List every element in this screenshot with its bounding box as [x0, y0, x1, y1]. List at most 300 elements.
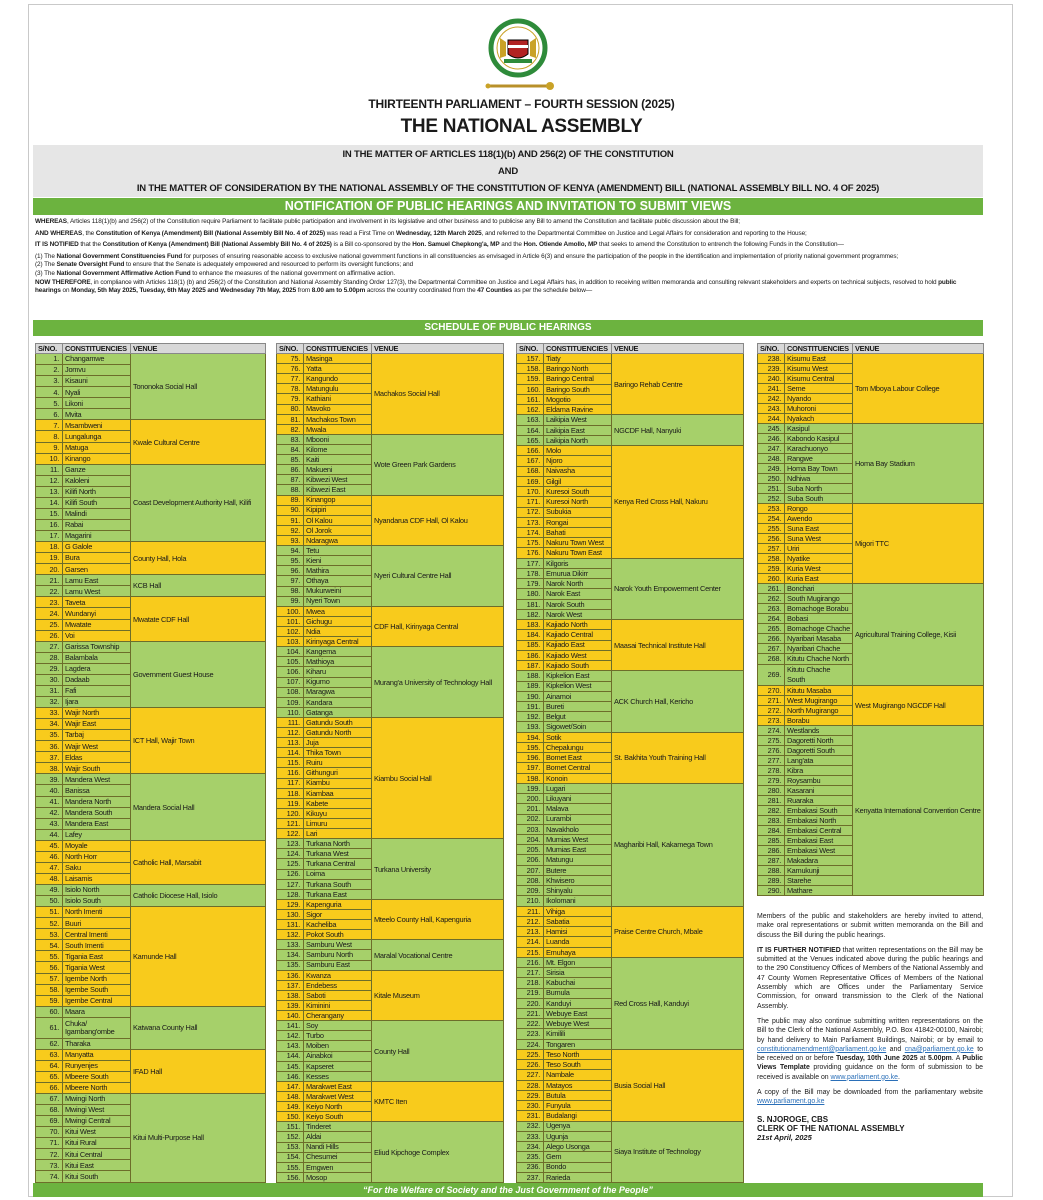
- sno-cell: 219.: [517, 988, 544, 998]
- venue-header: VENUE: [853, 344, 984, 354]
- sno-cell: 218.: [517, 978, 544, 988]
- table-row: [36, 641, 266, 652]
- sno-cell: 57.: [36, 973, 63, 984]
- constituency-cell: Ruaraka: [785, 796, 853, 806]
- sno-cell: 261.: [758, 584, 785, 594]
- constituency-cell: Chuka/ Igambang'ombe: [63, 1017, 131, 1038]
- sno-cell: 241.: [758, 384, 785, 394]
- sno-cell: 75.: [277, 354, 304, 364]
- constituency-cell: Ruiru: [304, 758, 372, 768]
- constituency-cell: Uriri: [785, 544, 853, 554]
- sno-cell: 89.: [277, 495, 304, 505]
- constituency-cell: Taveta: [63, 597, 131, 608]
- sno-cell: 289.: [758, 876, 785, 886]
- sno-cell: 143.: [277, 1041, 304, 1051]
- sno-cell: 58.: [36, 984, 63, 995]
- constituency-cell: Emuhaya: [544, 947, 612, 957]
- document-title: THE NATIONAL ASSEMBLY: [400, 116, 643, 137]
- constituency-cell: Bureti: [544, 701, 612, 711]
- further-notified-label: IT IS FURTHER NOTIFIED: [757, 946, 841, 954]
- venue-cell: Turkana University: [372, 839, 504, 900]
- venue-cell: Government Guest House: [131, 641, 266, 707]
- venue-cell: Kenyatta International Convention Centre: [853, 726, 984, 896]
- sno-cell: 159.: [517, 374, 544, 384]
- sno-cell: 164.: [517, 425, 544, 435]
- text: (3) The: [35, 269, 57, 277]
- constituency-cell: Wajir West: [63, 741, 131, 752]
- constituency-cell: Lang'ata: [785, 756, 853, 766]
- sno-cell: 100.: [277, 606, 304, 616]
- sno-cell: 119.: [277, 798, 304, 808]
- constituency-cell: Kesses: [304, 1071, 372, 1081]
- sno-cell: 3.: [36, 376, 63, 387]
- venue-cell: Praise Centre Church, Mbale: [612, 906, 744, 957]
- schedule-column-3: [516, 343, 744, 1183]
- table-row: [36, 1006, 266, 1017]
- text: (1) The: [35, 252, 57, 260]
- constituency-cell: Kipkelion West: [544, 681, 612, 691]
- constituency-cell: Mathioya: [304, 657, 372, 667]
- sno-cell: 178.: [517, 568, 544, 578]
- constituency-cell: Eldas: [63, 752, 131, 763]
- constituency-cell: Mathare: [785, 886, 853, 896]
- venue-header: VENUE: [372, 344, 504, 354]
- sno-cell: 215.: [517, 947, 544, 957]
- constituency-cell: Manyatta: [63, 1049, 131, 1060]
- text: for purposes of ensuring reasonable access to exclusive national government functions in all constituencies as envisaged in Article 6(3) and ensure the participation of the people in the identification and implementation of priority national government programmes;: [182, 252, 899, 260]
- sno-cell: 186.: [517, 650, 544, 660]
- constituency-cell: Rongo: [785, 504, 853, 514]
- sno-cell: 231.: [517, 1111, 544, 1121]
- sno-cell: 56.: [36, 962, 63, 973]
- bold-text: National Government Affirmative Action Fund: [56, 269, 191, 277]
- sno-cell: 86.: [277, 465, 304, 475]
- constituency-cell: Mwea: [304, 606, 372, 616]
- sno-cell: 10.: [36, 453, 63, 464]
- sno-cell: 290.: [758, 886, 785, 896]
- schedule-table: [35, 343, 266, 1183]
- sno-cell: 103.: [277, 637, 304, 647]
- sno-cell: 32.: [36, 696, 63, 707]
- constituency-cell: Othaya: [304, 576, 372, 586]
- sno-cell: 63.: [36, 1049, 63, 1060]
- sno-cell: 68.: [36, 1104, 63, 1115]
- constituency-cell: Kisumu East: [785, 354, 853, 364]
- sno-cell: 154.: [277, 1152, 304, 1162]
- constituency-cell: Narok West: [544, 609, 612, 619]
- sno-cell: 17.: [36, 531, 63, 542]
- preamble-paragraph: [35, 253, 983, 262]
- sno-cell: 148.: [277, 1091, 304, 1101]
- table-row: [277, 940, 504, 950]
- sno-cell: 193.: [517, 722, 544, 732]
- constituency-cell: Homa Bay Town: [785, 464, 853, 474]
- submission-text: and: [886, 1045, 905, 1053]
- sno-cell: 264.: [758, 614, 785, 624]
- constituency-cell: Ndaragwa: [304, 535, 372, 545]
- table-row: [36, 542, 266, 553]
- sno-header: S/NO.: [277, 344, 304, 354]
- further-notified-paragraph: [757, 946, 983, 1011]
- venue-cell: Siaya Institute of Technology: [612, 1121, 744, 1182]
- venue-cell: Narok Youth Empowerment Center: [612, 558, 744, 619]
- sno-cell: 168.: [517, 466, 544, 476]
- venue-cell: Wote Green Park Gardens: [372, 434, 504, 495]
- table-row: [517, 620, 744, 630]
- sno-cell: 188.: [517, 671, 544, 681]
- constituency-cell: Keiyo North: [304, 1102, 372, 1112]
- constituency-cell: Kisauni: [63, 376, 131, 387]
- sno-cell: 117.: [277, 778, 304, 788]
- venue-cell: Murang'a University of Technology Hall: [372, 647, 504, 718]
- constituency-cell: Mvita: [63, 409, 131, 420]
- venue-cell: Catholic Diocese Hall, Isiolo: [131, 885, 266, 907]
- constituency-cell: Nakuru Town West: [544, 538, 612, 548]
- table-row: [277, 839, 504, 849]
- constituency-cell: Ikolomani: [544, 896, 612, 906]
- table-row: [277, 1021, 504, 1031]
- constituency-cell: Kabondo Kasipul: [785, 434, 853, 444]
- sno-cell: 83.: [277, 434, 304, 444]
- sno-cell: 95.: [277, 556, 304, 566]
- sno-cell: 216.: [517, 957, 544, 967]
- table-row: [36, 885, 266, 896]
- sno-cell: 38.: [36, 763, 63, 774]
- matter-band: [33, 145, 983, 197]
- sno-cell: 222.: [517, 1019, 544, 1029]
- sno-cell: 244.: [758, 414, 785, 424]
- sno-cell: 174.: [517, 527, 544, 537]
- sno-cell: 156.: [277, 1172, 304, 1182]
- preamble-paragraph: [35, 261, 983, 270]
- sno-cell: 207.: [517, 865, 544, 875]
- constituency-cell: Kitui West: [63, 1127, 131, 1138]
- sno-cell: 276.: [758, 746, 785, 756]
- constituency-cell: Bobasi: [785, 614, 853, 624]
- constituency-cell: Sigowet/Soin: [544, 722, 612, 732]
- schedule-table: [516, 343, 744, 1183]
- venue-cell: St. Bakhita Youth Training Hall: [612, 732, 744, 783]
- national-assembly-logo: [470, 18, 566, 98]
- constituency-cell: Pokot South: [304, 930, 372, 940]
- sno-cell: 2.: [36, 365, 63, 376]
- constituency-cell: Kipkelion East: [544, 671, 612, 681]
- sno-cell: 31.: [36, 685, 63, 696]
- constituency-cell: Chesumei: [304, 1152, 372, 1162]
- constituency-cell: Magarini: [63, 531, 131, 542]
- bold-text: Senate Oversight Fund: [56, 261, 125, 269]
- table-row: [277, 606, 504, 616]
- sno-cell: 284.: [758, 826, 785, 836]
- constituency-cell: Mavoko: [304, 404, 372, 414]
- bold-text: NOW THEREFORE: [35, 278, 91, 286]
- constituency-cell: Endebess: [304, 980, 372, 990]
- signatory-title: CLERK OF THE NATIONAL ASSEMBLY: [757, 1123, 905, 1133]
- constituency-cell: Kasarani: [785, 786, 853, 796]
- constituency-cell: Kuria East: [785, 574, 853, 584]
- constituency-cell: Bonchari: [785, 584, 853, 594]
- sno-cell: 48.: [36, 873, 63, 884]
- venue-cell: NGCDF Hall, Nanyuki: [612, 415, 744, 446]
- sno-cell: 53.: [36, 929, 63, 940]
- sno-cell: 249.: [758, 464, 785, 474]
- sno-cell: 87.: [277, 475, 304, 485]
- constituency-cell: Mogotio: [544, 394, 612, 404]
- table-row: [517, 415, 744, 425]
- sno-cell: 104.: [277, 647, 304, 657]
- constituency-cell: Kibwezi East: [304, 485, 372, 495]
- table-row: [758, 686, 984, 696]
- constituency-cell: Voi: [63, 630, 131, 641]
- venue-cell: Katwana County Hall: [131, 1006, 266, 1049]
- email-link-constitution[interactable]: constitutionamendment@parliament.go.ke: [757, 1045, 887, 1053]
- sno-cell: 208.: [517, 875, 544, 885]
- constituency-cell: Laikipia North: [544, 435, 612, 445]
- sno-cell: 15.: [36, 508, 63, 519]
- sno-cell: 147.: [277, 1081, 304, 1091]
- venue-cell: Catholic Hall, Marsabit: [131, 840, 266, 884]
- constituency-cell: Garissa Township: [63, 641, 131, 652]
- constituency-cell: Kathiani: [304, 394, 372, 404]
- sno-cell: 163.: [517, 415, 544, 425]
- constituency-cell: Kilifi North: [63, 486, 131, 497]
- website-link-2[interactable]: www.parliament.go.ke: [757, 1098, 825, 1106]
- venue-cell: Eliud Kipchoge Complex: [372, 1122, 504, 1183]
- constituency-cell: Mosop: [304, 1172, 372, 1182]
- constituency-cell: Kigumo: [304, 677, 372, 687]
- submission-text: providing guidance on the form of submission to be received is available on: [757, 1064, 983, 1081]
- constituency-cell: Matayos: [544, 1080, 612, 1090]
- table-row: [277, 354, 504, 364]
- schedule-column-1: [35, 343, 266, 1183]
- sno-cell: 41.: [36, 796, 63, 807]
- text: to ensure that the Senate is adequately empowered and resourced to perform its oversight functions; and: [124, 261, 414, 269]
- preamble-paragraph: [35, 279, 983, 296]
- sno-cell: 140.: [277, 1011, 304, 1021]
- sno-cell: 44.: [36, 829, 63, 840]
- sno-cell: 21.: [36, 575, 63, 586]
- sno-cell: 167.: [517, 456, 544, 466]
- sno-cell: 130.: [277, 910, 304, 920]
- sno-cell: 85.: [277, 455, 304, 465]
- sno-cell: 278.: [758, 766, 785, 776]
- text: to enhance the measures of the national government on affirmative action.: [190, 269, 396, 277]
- sno-cell: 88.: [277, 485, 304, 495]
- sno-cell: 257.: [758, 544, 785, 554]
- constituency-cell: Kimilili: [544, 1029, 612, 1039]
- website-link[interactable]: www.parliament.go.ke: [830, 1073, 898, 1081]
- venue-cell: Kenya Red Cross Hall, Nakuru: [612, 446, 744, 559]
- sno-cell: 121.: [277, 819, 304, 829]
- constituency-cell: Loima: [304, 869, 372, 879]
- text: on: [60, 287, 72, 295]
- constituency-cell: Molo: [544, 446, 612, 456]
- sno-cell: 124.: [277, 849, 304, 859]
- constituency-cell: Soy: [304, 1021, 372, 1031]
- table-row: [36, 354, 266, 365]
- sno-cell: 279.: [758, 776, 785, 786]
- sno-cell: 141.: [277, 1021, 304, 1031]
- constituency-cell: Sigor: [304, 910, 372, 920]
- sno-cell: 54.: [36, 940, 63, 951]
- constituency-cell: Kabuchai: [544, 978, 612, 988]
- constituency-cell: Saboti: [304, 990, 372, 1000]
- sno-cell: 212.: [517, 916, 544, 926]
- table-row: [517, 732, 744, 742]
- sno-cell: 66.: [36, 1082, 63, 1093]
- sno-cell: 47.: [36, 862, 63, 873]
- constituency-cell: Bumula: [544, 988, 612, 998]
- constituency-cell: Jomvu: [63, 365, 131, 376]
- constituency-cell: Ndia: [304, 626, 372, 636]
- constituency-cell: Luanda: [544, 937, 612, 947]
- email-link-cna[interactable]: cna@parliament.go.ke: [904, 1045, 974, 1053]
- sno-cell: 213.: [517, 927, 544, 937]
- closing-notice: [757, 912, 983, 1143]
- constituency-cell: Turkana North: [304, 839, 372, 849]
- sno-cell: 250.: [758, 474, 785, 484]
- sno-cell: 196.: [517, 753, 544, 763]
- sno-cell: 20.: [36, 564, 63, 575]
- constituency-cell: Turkana South: [304, 879, 372, 889]
- table-row: [36, 1093, 266, 1104]
- sno-cell: 82.: [277, 424, 304, 434]
- sno-cell: 49.: [36, 885, 63, 896]
- venue-cell: West Mugirango NGCDF Hall: [853, 686, 984, 726]
- table-row: [277, 970, 504, 980]
- sno-cell: 97.: [277, 576, 304, 586]
- constituency-cell: Kisumu Central: [785, 374, 853, 384]
- constituency-cell: South Mugirango: [785, 594, 853, 604]
- sno-cell: 131.: [277, 920, 304, 930]
- table-row: [36, 575, 266, 586]
- venue-cell: Maralal Vocational Centre: [372, 940, 504, 970]
- submission-paragraph: [757, 1017, 983, 1082]
- sno-cell: 262.: [758, 594, 785, 604]
- table-row: [758, 504, 984, 514]
- constituency-cell: Narok East: [544, 589, 612, 599]
- constituency-cell: Emgwen: [304, 1162, 372, 1172]
- sno-cell: 6.: [36, 409, 63, 420]
- sno-cell: 195.: [517, 742, 544, 752]
- constituency-cell: Nambale: [544, 1070, 612, 1080]
- constituencies-header: CONSTITUENCIES: [785, 344, 853, 354]
- sno-cell: 248.: [758, 454, 785, 464]
- sno-cell: 287.: [758, 856, 785, 866]
- constituency-cell: Kinangop: [304, 495, 372, 505]
- constituency-cell: Navakholo: [544, 824, 612, 834]
- sno-cell: 266.: [758, 634, 785, 644]
- sno-cell: 232.: [517, 1121, 544, 1131]
- text: is a Bill co-sponsored by the: [331, 241, 413, 249]
- constituency-cell: Nandi Hills: [304, 1142, 372, 1152]
- sno-cell: 272.: [758, 706, 785, 716]
- sno-cell: 116.: [277, 768, 304, 778]
- submission-text: to be received on or before: [757, 1045, 983, 1063]
- constituency-cell: Ganze: [63, 464, 131, 475]
- sno-cell: 150.: [277, 1112, 304, 1122]
- constituency-cell: Kieni: [304, 556, 372, 566]
- sno-cell: 245.: [758, 424, 785, 434]
- sno-cell: 120.: [277, 808, 304, 818]
- constituency-cell: Nyali: [63, 387, 131, 398]
- constituency-cell: Moyale: [63, 840, 131, 851]
- constituency-cell: Rangwe: [785, 454, 853, 464]
- table-row: [758, 354, 984, 364]
- sno-cell: 162.: [517, 405, 544, 415]
- sno-cell: 14.: [36, 497, 63, 508]
- constituency-cell: Teso North: [544, 1049, 612, 1059]
- sno-cell: 211.: [517, 906, 544, 916]
- sno-cell: 138.: [277, 990, 304, 1000]
- sno-cell: 106.: [277, 667, 304, 677]
- sno-cell: 243.: [758, 404, 785, 414]
- constituency-cell: Lugari: [544, 783, 612, 793]
- notification-heading: NOTIFICATION OF PUBLIC HEARINGS AND INVITATION TO SUBMIT VIEWS: [33, 198, 983, 215]
- table-row: [277, 1081, 504, 1091]
- sno-cell: 30.: [36, 674, 63, 685]
- constituency-cell: Thika Town: [304, 748, 372, 758]
- constituency-cell: Nyeri Town: [304, 596, 372, 606]
- constituency-cell: Marakwet West: [304, 1091, 372, 1101]
- constituency-cell: Wundanyi: [63, 608, 131, 619]
- sno-cell: 202.: [517, 814, 544, 824]
- venue-cell: ACK Church Hall, Kericho: [612, 671, 744, 732]
- sno-cell: 139.: [277, 1001, 304, 1011]
- sno-cell: 190.: [517, 691, 544, 701]
- constituency-cell: Kirinyaga Central: [304, 637, 372, 647]
- sno-cell: 67.: [36, 1093, 63, 1104]
- constituency-cell: Kilgoris: [544, 558, 612, 568]
- constituency-cell: Khwisero: [544, 875, 612, 885]
- table-row: [277, 1122, 504, 1132]
- constituency-cell: Msambweni: [63, 420, 131, 431]
- constituency-cell: North Mugirango: [785, 706, 853, 716]
- sno-cell: 240.: [758, 374, 785, 384]
- constituency-cell: Suba North: [785, 484, 853, 494]
- constituency-cell: Roysambu: [785, 776, 853, 786]
- sno-cell: 134.: [277, 950, 304, 960]
- constituency-cell: Embakasi Central: [785, 826, 853, 836]
- constituency-cell: Tongaren: [544, 1039, 612, 1049]
- constituency-cell: Kajiado South: [544, 661, 612, 671]
- constituency-cell: Kiambu: [304, 778, 372, 788]
- constituency-cell: Wajir North: [63, 708, 131, 719]
- constituency-cell: Samburu East: [304, 960, 372, 970]
- sno-cell: 282.: [758, 806, 785, 816]
- sno-cell: 36.: [36, 741, 63, 752]
- constituency-cell: Embakasi North: [785, 816, 853, 826]
- constituency-cell: Kajiado East: [544, 640, 612, 650]
- sno-cell: 129.: [277, 899, 304, 909]
- sno-cell: 170.: [517, 487, 544, 497]
- table-row: [517, 906, 744, 916]
- constituency-cell: Mumias West: [544, 835, 612, 845]
- sno-cell: 236.: [517, 1162, 544, 1172]
- constituency-cell: Laikipia West: [544, 415, 612, 425]
- sno-cell: 98.: [277, 586, 304, 596]
- schedule-column-2: [276, 343, 504, 1183]
- bold-text: Hon. Otiende Amollo, MP: [523, 241, 598, 249]
- sno-cell: 22.: [36, 586, 63, 597]
- sno-cell: 267.: [758, 644, 785, 654]
- sno-cell: 18.: [36, 542, 63, 553]
- constituency-cell: Webuye West: [544, 1019, 612, 1029]
- text: that the: [78, 241, 103, 249]
- venue-cell: KMTC Iten: [372, 1081, 504, 1121]
- constituency-cell: Nyakach: [785, 414, 853, 424]
- bold-text: 47 Counties: [477, 287, 513, 295]
